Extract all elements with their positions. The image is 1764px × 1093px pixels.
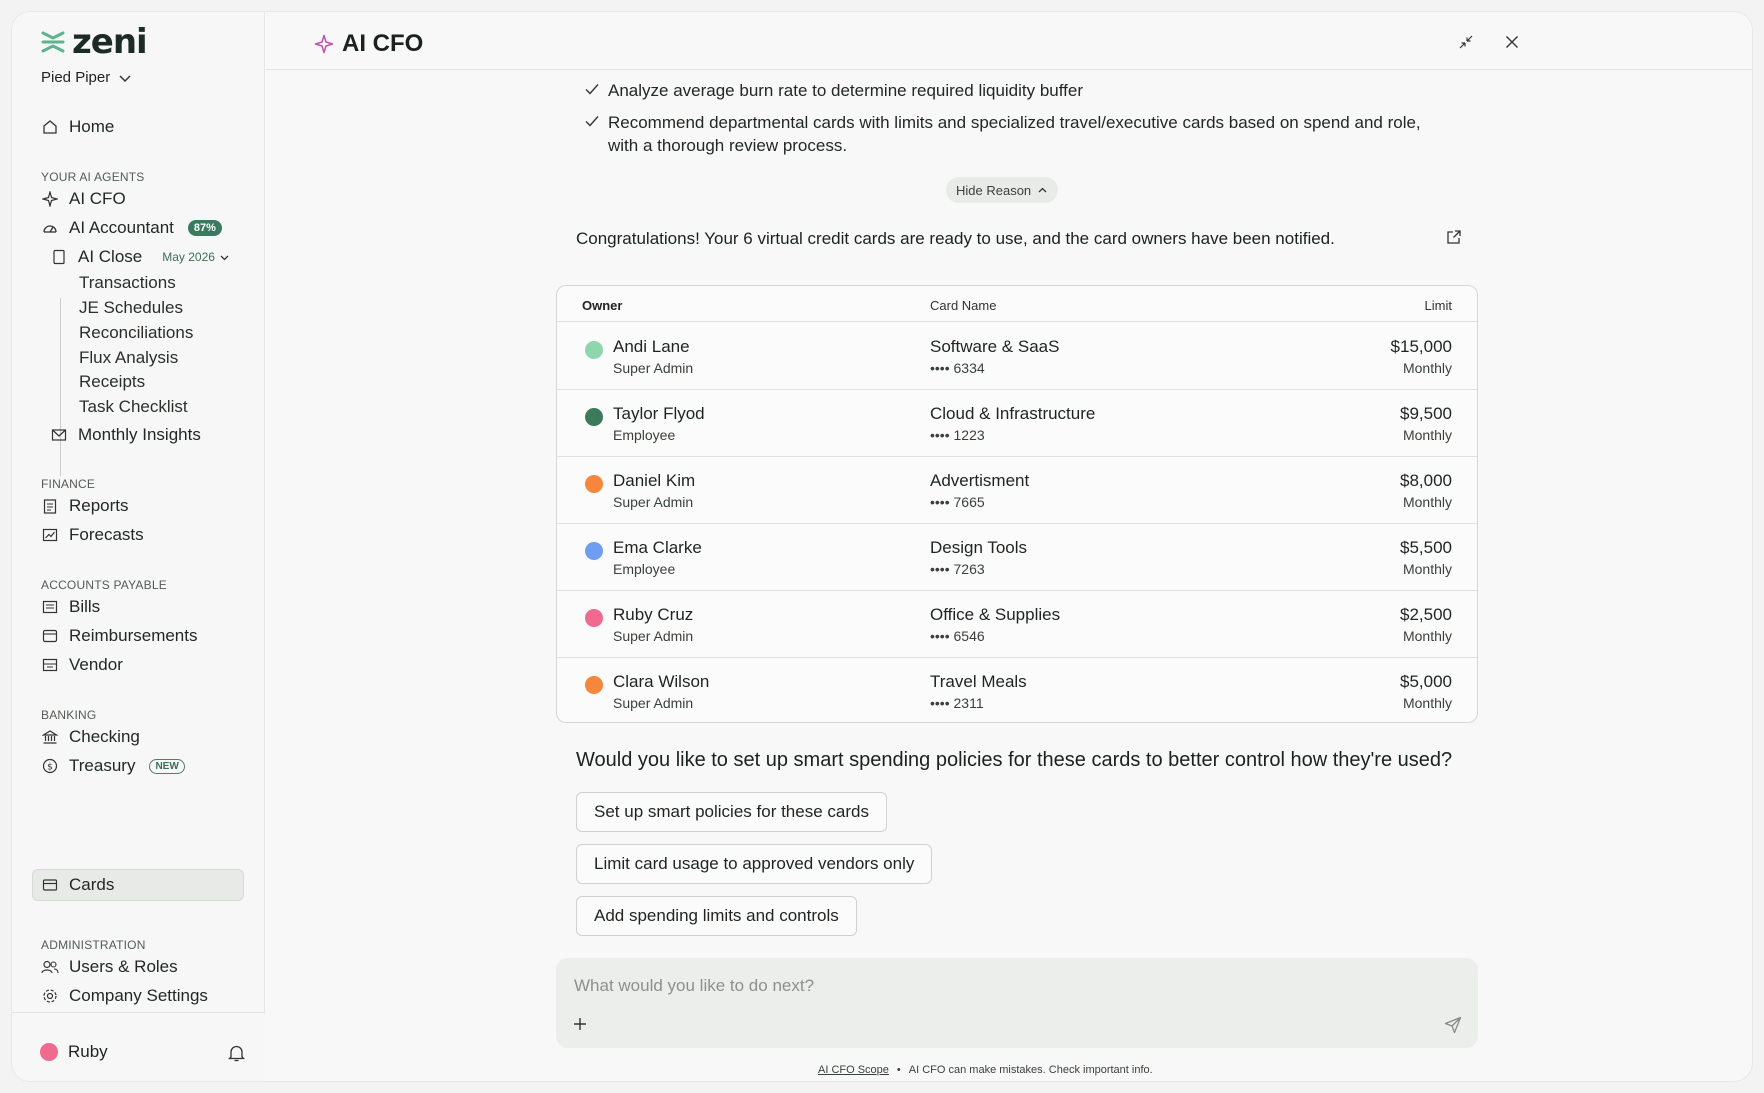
sidebar-item-label: AI Accountant	[69, 218, 174, 237]
owner-name: Ema Clarke	[613, 538, 702, 557]
table-header	[557, 286, 1477, 322]
sidebar-item-label: Vendor	[69, 655, 123, 674]
owner-name: Taylor Flyod	[613, 404, 705, 423]
sidebar-item-ai-accountant[interactable]	[41, 215, 222, 241]
mail-icon	[50, 426, 68, 444]
table-row[interactable]	[557, 591, 1477, 658]
owner-role: Super Admin	[613, 695, 694, 711]
svg-text:$: $	[47, 762, 53, 773]
chevron-down-icon	[118, 71, 132, 85]
sidebar-item-reimbursements[interactable]	[41, 623, 198, 649]
section-label-admin: ADMINISTRATION	[41, 938, 146, 952]
card-name: Design Tools	[930, 538, 1028, 557]
sidebar-item-users-roles[interactable]	[41, 954, 178, 980]
sidebar-item-cards[interactable]	[41, 872, 114, 898]
owner-role: Employee	[613, 561, 676, 577]
chat-input[interactable]	[574, 972, 1434, 1000]
home-icon	[41, 118, 59, 136]
receipt-icon	[41, 627, 59, 645]
sparkle-icon	[314, 34, 334, 54]
owner-avatar	[585, 542, 603, 560]
book-icon	[50, 248, 68, 266]
dollar-circle-icon	[41, 757, 59, 775]
app-window	[12, 12, 1752, 1081]
owner-avatar	[585, 408, 603, 426]
progress-badge: 87%	[188, 220, 222, 236]
gear-icon	[41, 987, 59, 1005]
bill-icon	[41, 598, 59, 616]
limit-period: Monthly	[1402, 427, 1452, 443]
card-number: •••• 6334	[930, 360, 985, 376]
card-name: Cloud & Infrastructure	[930, 404, 1096, 423]
card-limit: $15,000	[1390, 337, 1452, 356]
owner-avatar	[585, 475, 603, 493]
external-link-icon[interactable]	[1446, 229, 1462, 250]
sidebar-subitem-je-schedules[interactable]: JE Schedules	[79, 298, 183, 317]
card-limit: $2,500	[1400, 605, 1452, 624]
limit-period: Monthly	[1402, 695, 1452, 711]
users-icon	[41, 958, 59, 976]
section-label-agents: YOUR AI AGENTS	[41, 170, 145, 184]
scope-link[interactable]: AI CFO Scope	[818, 1064, 889, 1076]
sidebar-subitem-task-checklist[interactable]: Task Checklist	[79, 397, 188, 416]
table-row[interactable]	[557, 658, 1477, 723]
sidebar-subitem-flux-analysis[interactable]: Flux Analysis	[79, 348, 179, 367]
suggestion-button[interactable]: Set up smart policies for these cards	[576, 792, 887, 832]
credit-card-icon	[41, 876, 59, 894]
sidebar-item-checking[interactable]	[41, 724, 140, 750]
limit-period: Monthly	[1402, 561, 1452, 577]
sidebar-item-forecasts[interactable]	[41, 522, 144, 548]
column-header-owner: Owner	[582, 298, 623, 313]
owner-avatar	[585, 341, 603, 359]
chevron-down-icon	[219, 252, 230, 263]
section-label-finance: FINANCE	[41, 477, 96, 491]
table-row[interactable]	[557, 524, 1477, 591]
close-icon[interactable]	[1502, 32, 1522, 52]
sparkle-icon	[41, 190, 59, 208]
limit-period: Monthly	[1402, 628, 1452, 644]
sidebar-item-label: AI CFO	[69, 189, 126, 208]
card-name: Advertisment	[930, 471, 1030, 490]
period-selector[interactable]	[162, 250, 230, 264]
org-switcher[interactable]	[41, 69, 132, 86]
sidebar-item-label: Reports	[69, 496, 129, 515]
sidebar-item-label: Company Settings	[69, 986, 208, 1005]
sidebar-item-company-settings[interactable]	[41, 983, 208, 1009]
send-icon[interactable]	[1444, 1016, 1462, 1039]
card-number: •••• 7263	[930, 561, 985, 577]
sidebar-item-ai-cfo[interactable]	[41, 186, 126, 212]
owner-role: Employee	[613, 427, 676, 443]
chat-content	[266, 71, 1752, 1081]
sidebar-item-label: Checking	[69, 727, 140, 746]
reason-text: Recommend departmental cards with limits and specialized travel/executive cards based on spend and role, with a thorough review process.	[608, 113, 1421, 155]
bank-icon	[41, 728, 59, 746]
card-name: Office & Supplies	[930, 605, 1061, 624]
card-name: Travel Meals	[930, 672, 1027, 691]
sidebar-item-label: Monthly Insights	[78, 425, 201, 444]
owner-name: Ruby Cruz	[613, 605, 694, 624]
avatar	[40, 1043, 58, 1061]
owner-avatar	[585, 676, 603, 694]
new-badge: NEW	[149, 759, 184, 774]
section-label-ap: ACCOUNTS PAYABLE	[41, 578, 167, 592]
org-name: Pied Piper	[41, 69, 111, 86]
sidebar-item-label: Forecasts	[69, 525, 144, 544]
card-number: •••• 1223	[930, 427, 985, 443]
sidebar-item-label: Users & Roles	[69, 957, 178, 976]
suggestion-button[interactable]: Add spending limits and controls	[576, 896, 857, 936]
suggestion-button[interactable]: Limit card usage to approved vendors only	[576, 844, 932, 884]
separator: •	[896, 1064, 901, 1076]
sidebar-item-label: Reimbursements	[69, 626, 198, 645]
owner-role: Super Admin	[613, 494, 694, 510]
assistant-message: Congratulations! Your 6 virtual credit cards are ready to use, and the card owners have been notified.	[576, 229, 1335, 248]
limit-period: Monthly	[1402, 360, 1452, 376]
chart-icon	[41, 526, 59, 544]
card-name: Software & SaaS	[930, 337, 1060, 356]
column-header-limit: Limit	[1424, 298, 1452, 313]
hide-reason-label: Hide Reason	[956, 182, 1032, 198]
assistant-question: Would you like to set up smart spending policies for these cards to better control how they're used?	[576, 749, 1453, 771]
owner-role: Super Admin	[613, 360, 694, 376]
sidebar-subitem-receipts[interactable]: Receipts	[79, 372, 146, 391]
store-icon	[41, 656, 59, 674]
card-number: •••• 2311	[930, 695, 984, 711]
sidebar-item-reports[interactable]	[41, 493, 129, 519]
hide-reason-button[interactable]	[946, 177, 1058, 203]
check-icon	[584, 113, 600, 129]
gauge-icon	[41, 219, 59, 237]
disclaimer	[818, 1064, 1153, 1076]
sidebar-item-label: AI Close	[78, 247, 143, 266]
brand-name: zeni	[72, 22, 147, 62]
card-limit: $5,000	[1400, 672, 1452, 691]
card-limit: $5,500	[1400, 538, 1452, 557]
sidebar-item-label: Cards	[69, 875, 115, 894]
brand-logo[interactable]	[40, 22, 147, 62]
bell-icon[interactable]	[228, 1044, 245, 1067]
limit-period: Monthly	[1402, 494, 1452, 510]
chat-header	[266, 12, 1752, 70]
section-label-banking: BANKING	[41, 708, 97, 722]
zeni-logo-icon	[40, 27, 66, 57]
sidebar-subitem-reconciliations[interactable]: Reconciliations	[79, 323, 194, 342]
page-title	[314, 30, 423, 58]
tree-line	[60, 298, 61, 476]
sidebar-item-label: Bills	[69, 597, 101, 616]
column-header-card-name: Card Name	[930, 298, 997, 313]
owner-role: Super Admin	[613, 628, 694, 644]
cards-table	[556, 285, 1478, 723]
reason-item	[584, 111, 1444, 157]
sidebar-item-treasury[interactable]	[41, 753, 185, 779]
chat-composer	[556, 958, 1478, 1048]
reason-text: Analyze average burn rate to determine required liquidity buffer	[608, 81, 1084, 100]
card-limit: $9,500	[1400, 404, 1452, 423]
sidebar-item-ai-close[interactable]	[50, 244, 230, 270]
clipboard-icon	[41, 497, 59, 515]
table-row[interactable]	[557, 323, 1477, 390]
owner-name: Clara Wilson	[613, 672, 710, 691]
page-title-text: AI CFO	[342, 30, 424, 57]
reason-item	[584, 79, 1444, 102]
sidebar-item-monthly-insights[interactable]	[50, 422, 201, 448]
check-icon	[584, 81, 600, 97]
sidebar-item-home[interactable]	[41, 114, 114, 140]
owner-name: Daniel Kim	[613, 471, 696, 490]
owner-name: Andi Lane	[613, 337, 690, 356]
card-number: •••• 6546	[930, 628, 985, 644]
user-profile[interactable]	[40, 1042, 108, 1062]
card-number: •••• 7665	[930, 494, 985, 510]
user-name: Ruby	[68, 1042, 108, 1061]
period-label: May 2026	[162, 250, 215, 264]
sidebar-item-label: Treasury	[69, 756, 136, 775]
disclaimer-text: AI CFO can make mistakes. Check important info.	[908, 1064, 1153, 1076]
card-limit: $8,000	[1400, 471, 1452, 490]
plus-icon[interactable]	[572, 1016, 588, 1037]
table-row[interactable]	[557, 390, 1477, 457]
collapse-icon[interactable]	[1456, 32, 1476, 52]
sidebar-subitem-transactions[interactable]: Transactions	[79, 273, 176, 292]
table-row[interactable]	[557, 457, 1477, 524]
sidebar-item-label: Home	[69, 117, 115, 136]
chevron-up-icon	[1037, 185, 1048, 196]
sidebar-item-vendor[interactable]	[41, 652, 123, 678]
sidebar-item-bills[interactable]	[41, 594, 100, 620]
sidebar	[12, 12, 265, 1081]
owner-avatar	[585, 609, 603, 627]
